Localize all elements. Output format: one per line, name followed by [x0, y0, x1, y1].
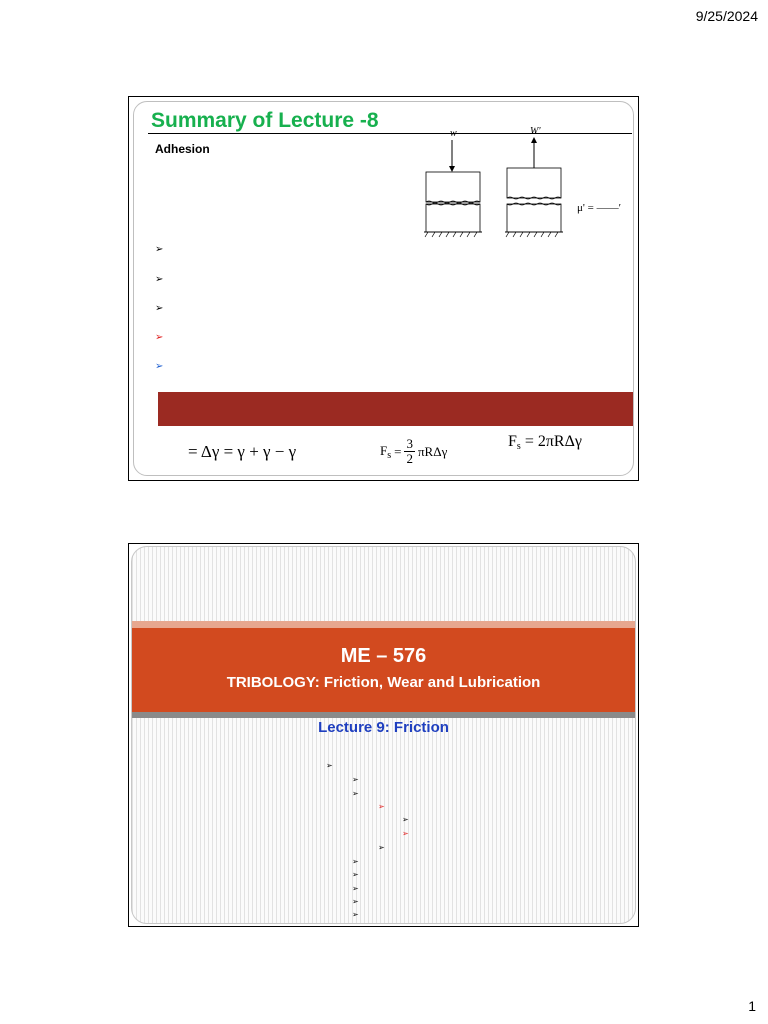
adhesion-diagram-svg	[422, 130, 572, 240]
band-top-stripe	[132, 621, 635, 628]
page-number: 1	[748, 998, 756, 1014]
section-heading: Adhesion	[155, 142, 210, 156]
course-subtitle: TRIBOLOGY: Friction, Wear and Lubrication	[226, 674, 541, 691]
load-label-w: w	[450, 128, 457, 139]
eq2-lhs: $F_s$	[380, 442, 392, 461]
dmt-force-equation: $F_s = 2\pi R\Delta\gamma$	[508, 433, 582, 452]
outline-bullet: ➢	[352, 884, 359, 893]
eq2-fraction: $\frac{3}{2}$	[406, 436, 413, 466]
outline-bullet: ➢	[352, 910, 359, 919]
bullet-2: ➢	[155, 274, 164, 285]
outline-bullet: ➢	[352, 897, 359, 906]
adhesion-diagram	[422, 126, 572, 245]
outline-bullet: ➢	[352, 789, 359, 798]
bullet-4: ➢	[155, 332, 164, 343]
eq2-rhs: πRΔγ	[417, 443, 448, 459]
load-label-w-prime: W'	[530, 126, 541, 137]
slide-frame	[131, 546, 636, 924]
outline-bullet: ➢	[352, 870, 359, 879]
slide-summary-lecture-8	[128, 96, 639, 481]
course-code: ME – 576	[340, 645, 427, 667]
bullet-1: ➢	[155, 244, 164, 255]
work-of-adhesion-equation: = Δγ = γ + γ − γ	[188, 442, 297, 461]
outline-bullet: ➢	[402, 829, 409, 838]
bullet-5: ➢	[155, 361, 164, 372]
outline-bullet: ➢	[378, 843, 385, 852]
outline-bullet: ➢	[378, 802, 385, 811]
outline-bullet: ➢	[402, 815, 409, 824]
page-date: 9/25/2024	[695, 8, 758, 24]
highlight-bar	[158, 392, 633, 426]
outline-bullet: ➢	[326, 761, 333, 770]
lecture-title: Lecture 9: Friction	[318, 719, 449, 736]
eq2-equals: =	[394, 443, 402, 459]
slide-frame	[133, 101, 634, 476]
title-band	[132, 628, 635, 712]
outline-bullet: ➢	[352, 775, 359, 784]
mu-prime-formula: μ' = ——′	[577, 202, 621, 214]
slide-lecture-9	[128, 543, 639, 927]
slide-title: Summary of Lecture -8	[151, 109, 379, 132]
outline-bullet: ➢	[352, 857, 359, 866]
bradley-force-equation	[380, 437, 447, 466]
bullet-3: ➢	[155, 303, 164, 314]
band-bottom-stripe	[132, 712, 635, 718]
